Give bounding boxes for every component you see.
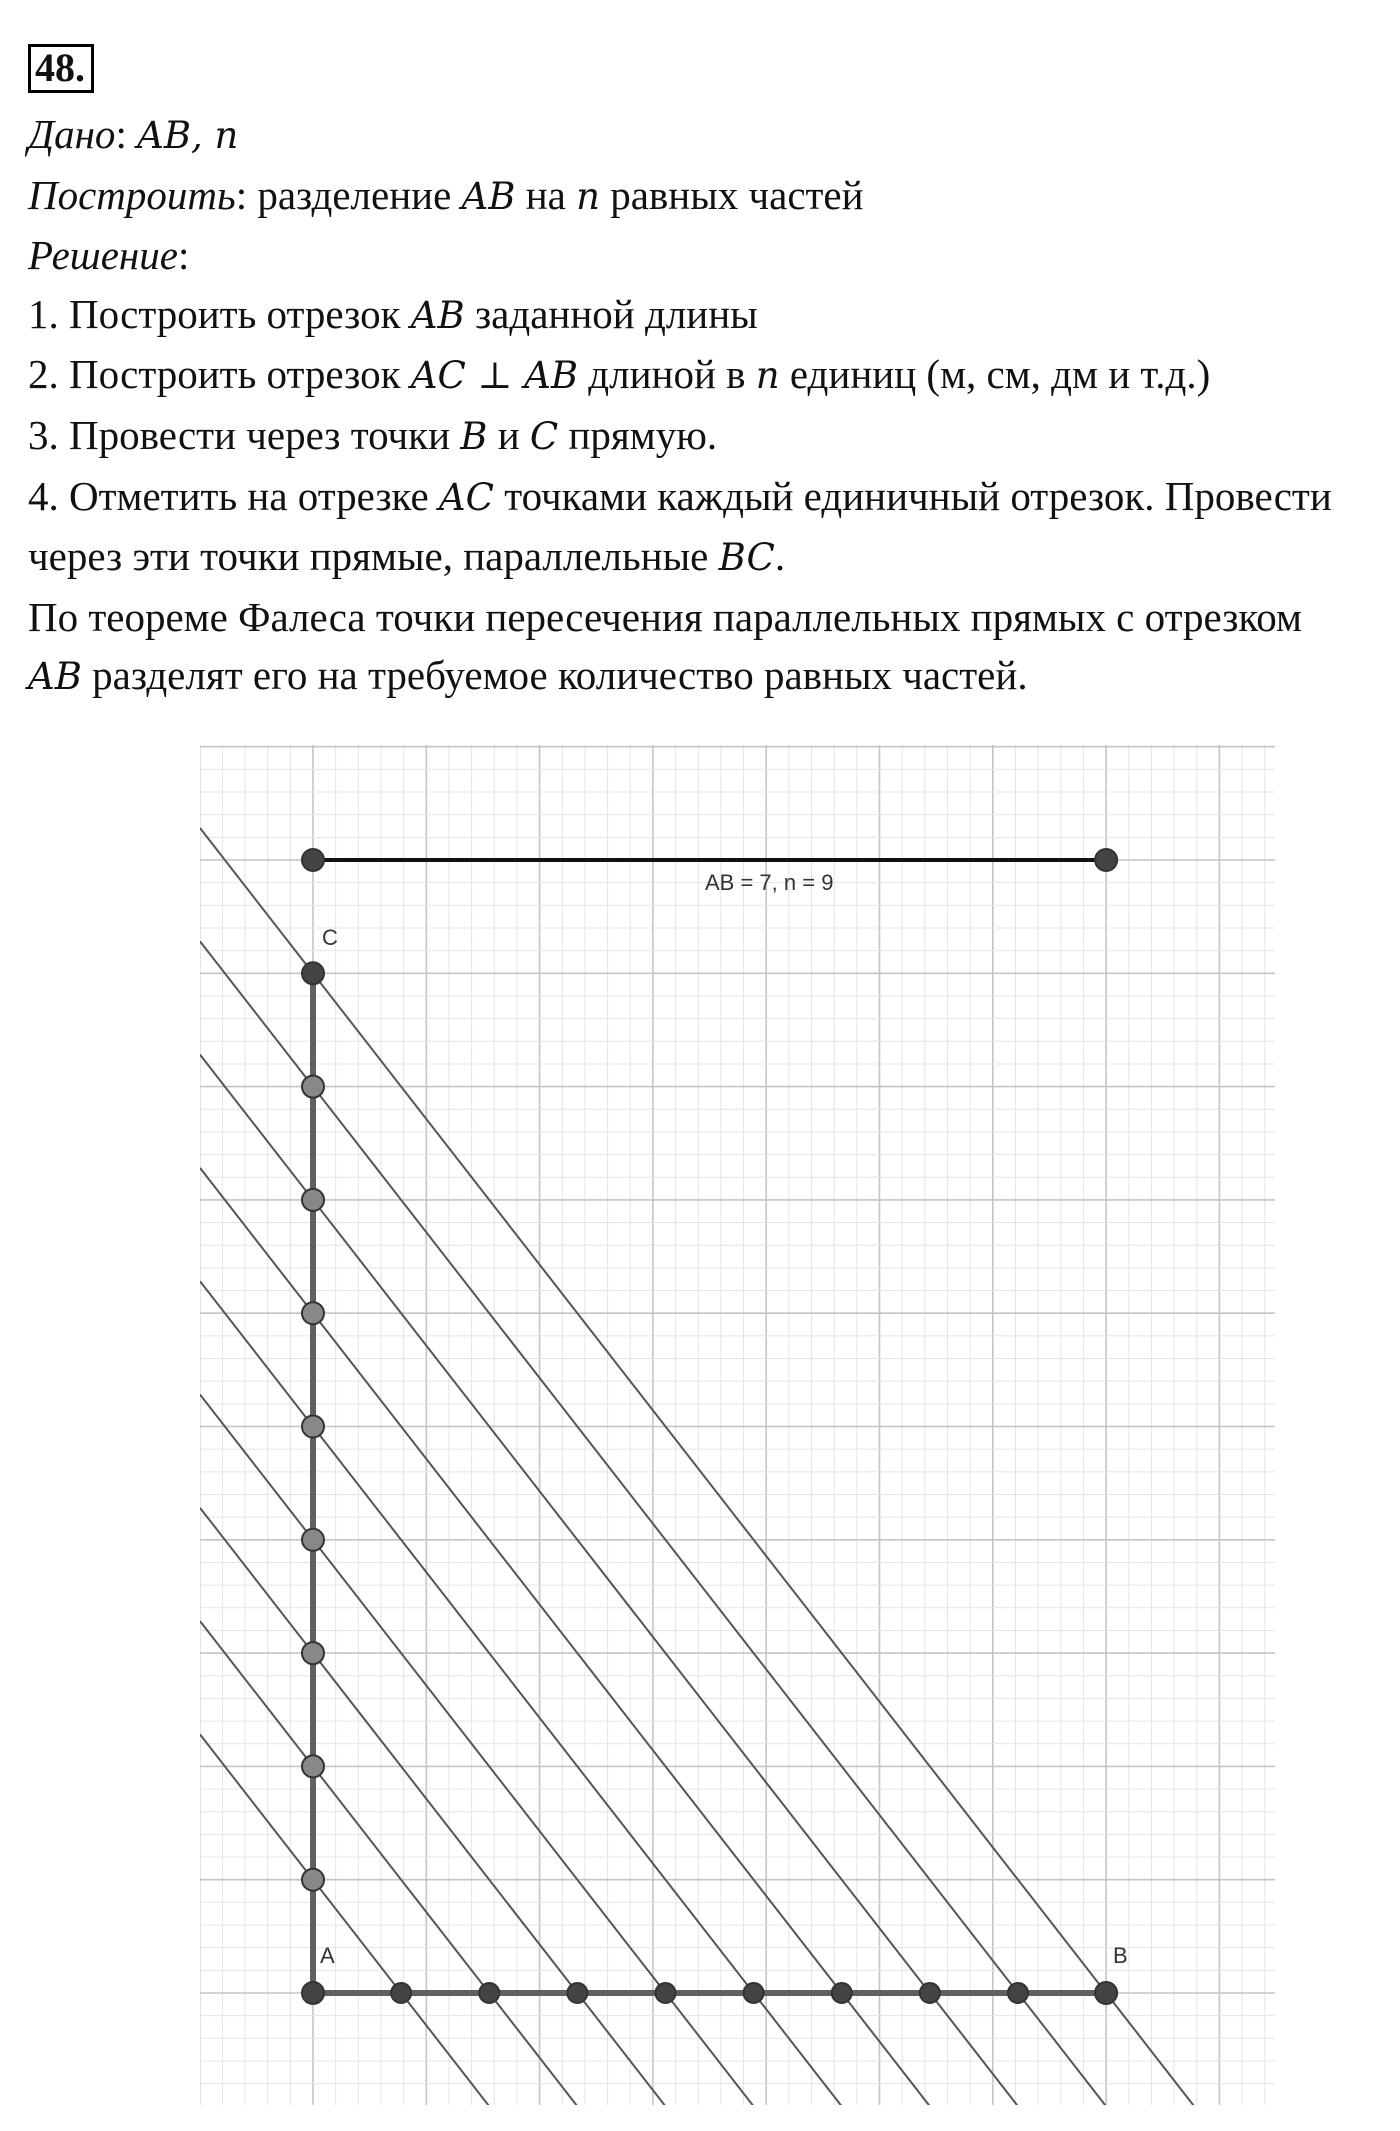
step3-c: C (529, 414, 559, 458)
label-c: C (322, 925, 338, 950)
problem-number: 48. (28, 44, 94, 93)
ac-division-point-4 (302, 1529, 324, 1551)
step3-text: 3. Провести через точки (28, 411, 451, 458)
ab-division-point-8 (1008, 1983, 1028, 2003)
construct-ab: AB (461, 174, 516, 218)
parallel-lines (200, 828, 1275, 2131)
step3-b: B (460, 414, 488, 458)
ab-division-point-2 (479, 1983, 499, 2003)
solution-line: Решение: (28, 232, 190, 279)
parallel-line-2 (200, 1621, 1275, 2131)
given-value: AB, n (137, 114, 239, 157)
parallel-line-7 (200, 1055, 1275, 2131)
parallel-line-9 (200, 828, 1275, 2131)
step3-tail: прямую. (568, 411, 718, 458)
step4-ac: AC (438, 475, 494, 519)
point-c (302, 962, 324, 984)
ab-division-point-6 (832, 1983, 852, 2003)
given-line: Дано: AB, n (28, 111, 239, 157)
ab-division-point-3 (567, 1983, 587, 2003)
given-segment-start-point (302, 849, 324, 871)
ac-division-point-7 (302, 1189, 324, 1211)
ac-division-point-6 (302, 1302, 324, 1324)
step4-tail: точками каждый единичный отрезок. Провести (504, 472, 1332, 519)
step1-tail: заданной длины (474, 290, 758, 337)
ac-division-point-8 (302, 1076, 324, 1098)
step1-text: 1. Построить отрезок (28, 290, 401, 337)
step2-n: n (755, 354, 780, 398)
construct-text-2: на (525, 171, 566, 218)
ab-division-point-5 (744, 1983, 764, 2003)
construct-line: Построить: разделение AB на n равных частей (28, 171, 864, 218)
label-b: B (1113, 1943, 1128, 1968)
ab-division-point-1 (391, 1983, 411, 2003)
step2-math: AC ⊥ AB (410, 354, 579, 398)
step4-line2-text: через эти точки прямые, параллельные (28, 533, 709, 580)
ac-division-point-3 (302, 1642, 324, 1664)
labels (320, 870, 1128, 1968)
conclusion-ab: AB (28, 655, 82, 699)
step1-ab: AB (410, 293, 465, 337)
step2-tail: единиц (м, см, дм и т.д.) (789, 351, 1211, 398)
given-segment-end-point (1095, 849, 1117, 871)
parallel-line-4 (200, 1395, 1275, 2131)
solution-label: Решение (28, 232, 178, 279)
construct-text-3: равных частей (610, 171, 864, 218)
ab-division-point-4 (655, 1983, 675, 2003)
segment-label: AB = 7, n = 9 (705, 870, 834, 895)
construct-text-1: разделение (257, 171, 452, 218)
ac-division-point-1 (302, 1869, 324, 1891)
step2-text: 2. Построить отрезок (28, 351, 401, 398)
parallel-line-1 (200, 1734, 1275, 2131)
conclusion-line1: По теореме Фалеса точки пересечения параллельных прямых с отрезком (28, 593, 1302, 640)
label-a: A (320, 1943, 335, 1968)
step4-bc: BC (718, 536, 775, 580)
point-a (302, 1982, 324, 2004)
step4-text: 4. Отметить на отрезке (28, 472, 429, 519)
ac-division-point-5 (302, 1416, 324, 1438)
construct-n: n (576, 174, 600, 218)
step2-mid: длиной в (588, 351, 746, 398)
step3-and: и (497, 411, 520, 458)
step-4-line2: через эти точки прямые, параллельные BC. (28, 533, 786, 580)
ac-division-point-2 (302, 1755, 324, 1777)
grid (200, 745, 1275, 2106)
point-b (1095, 1982, 1117, 2004)
construct-label: Построить (28, 171, 236, 218)
given-label: Дано (28, 111, 116, 157)
ab-division-point-7 (920, 1983, 940, 2003)
conclusion-line2: разделят его на требуемое количество равных частей. (92, 652, 1028, 699)
